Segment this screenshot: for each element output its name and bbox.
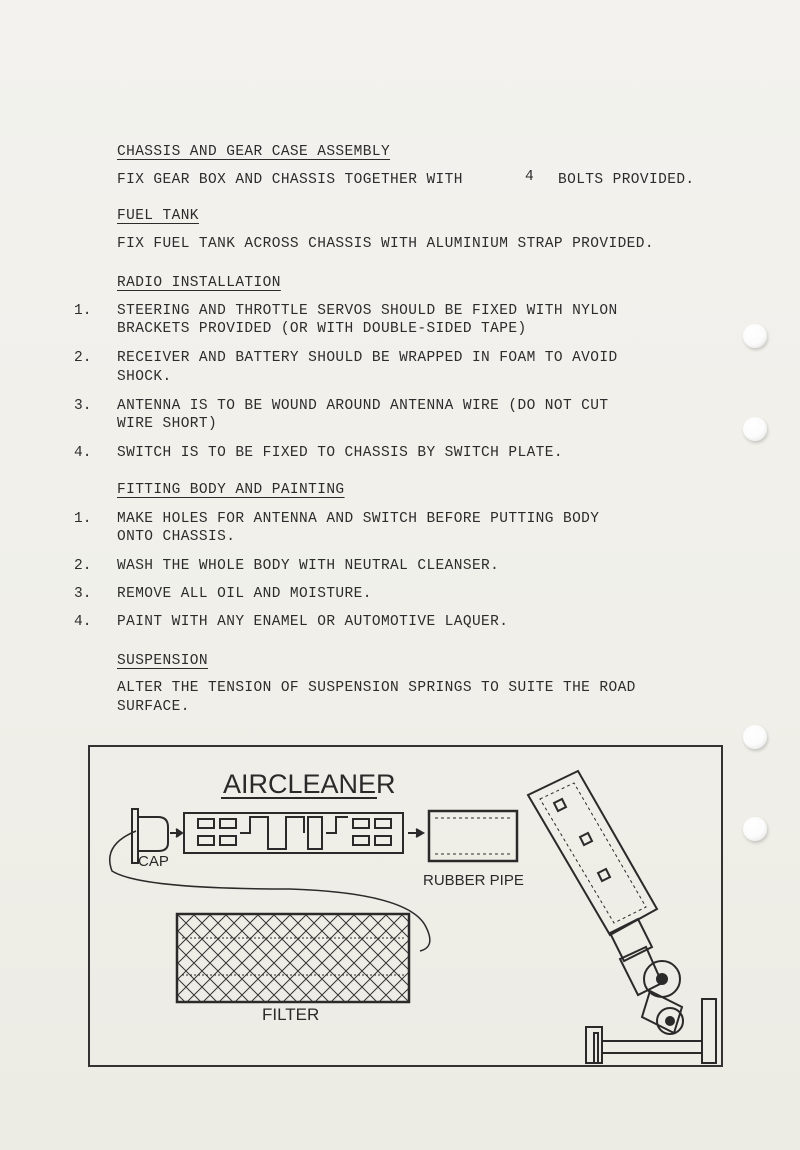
radio-item-number: 4. xyxy=(74,445,92,461)
figure-title: AIRCLEANER xyxy=(223,769,396,799)
radio-item-number: 3. xyxy=(74,398,92,414)
rubber-pipe-label: RUBBER PIPE xyxy=(423,872,524,889)
air-cleaner-illustration xyxy=(90,747,721,1065)
body-item-line: MAKE HOLES FOR ANTENNA AND SWITCH BEFORE PUTTING BODY xyxy=(117,511,600,527)
chassis-bolt-count: 4 xyxy=(525,169,535,185)
filter-label: FILTER xyxy=(262,1005,320,1024)
radio-item-line: SHOCK. xyxy=(117,369,172,385)
radio-item-line: BRACKETS PROVIDED (OR WITH DOUBLE-SIDED TAPE) xyxy=(117,321,527,337)
throttle-assembly xyxy=(528,771,716,1063)
punch-hole xyxy=(743,725,767,749)
body-item-number: 4. xyxy=(74,614,92,630)
heading-fuel-tank: FUEL TANK xyxy=(117,208,199,224)
radio-item-line: WIRE SHORT) xyxy=(117,416,218,432)
body-item-line: REMOVE ALL OIL AND MOISTURE. xyxy=(117,586,372,602)
cap-label: CAP xyxy=(138,853,169,870)
heading-suspension: SUSPENSION xyxy=(117,653,209,669)
punch-hole xyxy=(743,817,767,841)
suspension-line: ALTER THE TENSION OF SUSPENSION SPRINGS TO SUITE THE ROAD xyxy=(117,680,636,696)
fuel-text: FIX FUEL TANK ACROSS CHASSIS WITH ALUMINIUM STRAP PROVIDED. xyxy=(117,236,654,252)
air-cleaner-figure xyxy=(88,745,723,1067)
punch-hole xyxy=(743,417,767,441)
suspension-line: SURFACE. xyxy=(117,699,190,715)
body-item-line: PAINT WITH ANY ENAMEL OR AUTOMOTIVE LAQUER. xyxy=(117,614,509,630)
radio-item-line: STEERING AND THROTTLE SERVOS SHOULD BE FIXED WITH NYLON xyxy=(117,303,618,319)
cleaner-body xyxy=(184,813,423,853)
radio-item-number: 2. xyxy=(74,350,92,366)
radio-item-number: 1. xyxy=(74,303,92,319)
radio-item-line: RECEIVER AND BATTERY SHOULD BE WRAPPED IN FOAM TO AVOID xyxy=(117,350,618,366)
heading-radio-installation: RADIO INSTALLATION xyxy=(117,275,281,291)
heading-fitting-body: FITTING BODY AND PAINTING xyxy=(117,482,345,498)
body-item-number: 2. xyxy=(74,558,92,574)
punch-hole xyxy=(743,324,767,348)
radio-item-line: SWITCH IS TO BE FIXED TO CHASSIS BY SWITCH PLATE. xyxy=(117,445,563,461)
chassis-text-b: BOLTS PROVIDED. xyxy=(558,172,695,188)
body-item-number: 3. xyxy=(74,586,92,602)
body-item-line: ONTO CHASSIS. xyxy=(117,529,236,545)
rubber-pipe xyxy=(429,811,517,861)
body-item-number: 1. xyxy=(74,511,92,527)
body-item-line: WASH THE WHOLE BODY WITH NEUTRAL CLEANSER. xyxy=(117,558,500,574)
chassis-text-a: FIX GEAR BOX AND CHASSIS TOGETHER WITH xyxy=(117,172,463,188)
radio-item-line: ANTENNA IS TO BE WOUND AROUND ANTENNA WIRE (DO NOT CUT xyxy=(117,398,609,414)
heading-chassis: CHASSIS AND GEAR CASE ASSEMBLY xyxy=(117,144,391,160)
filter-part xyxy=(177,914,409,1002)
